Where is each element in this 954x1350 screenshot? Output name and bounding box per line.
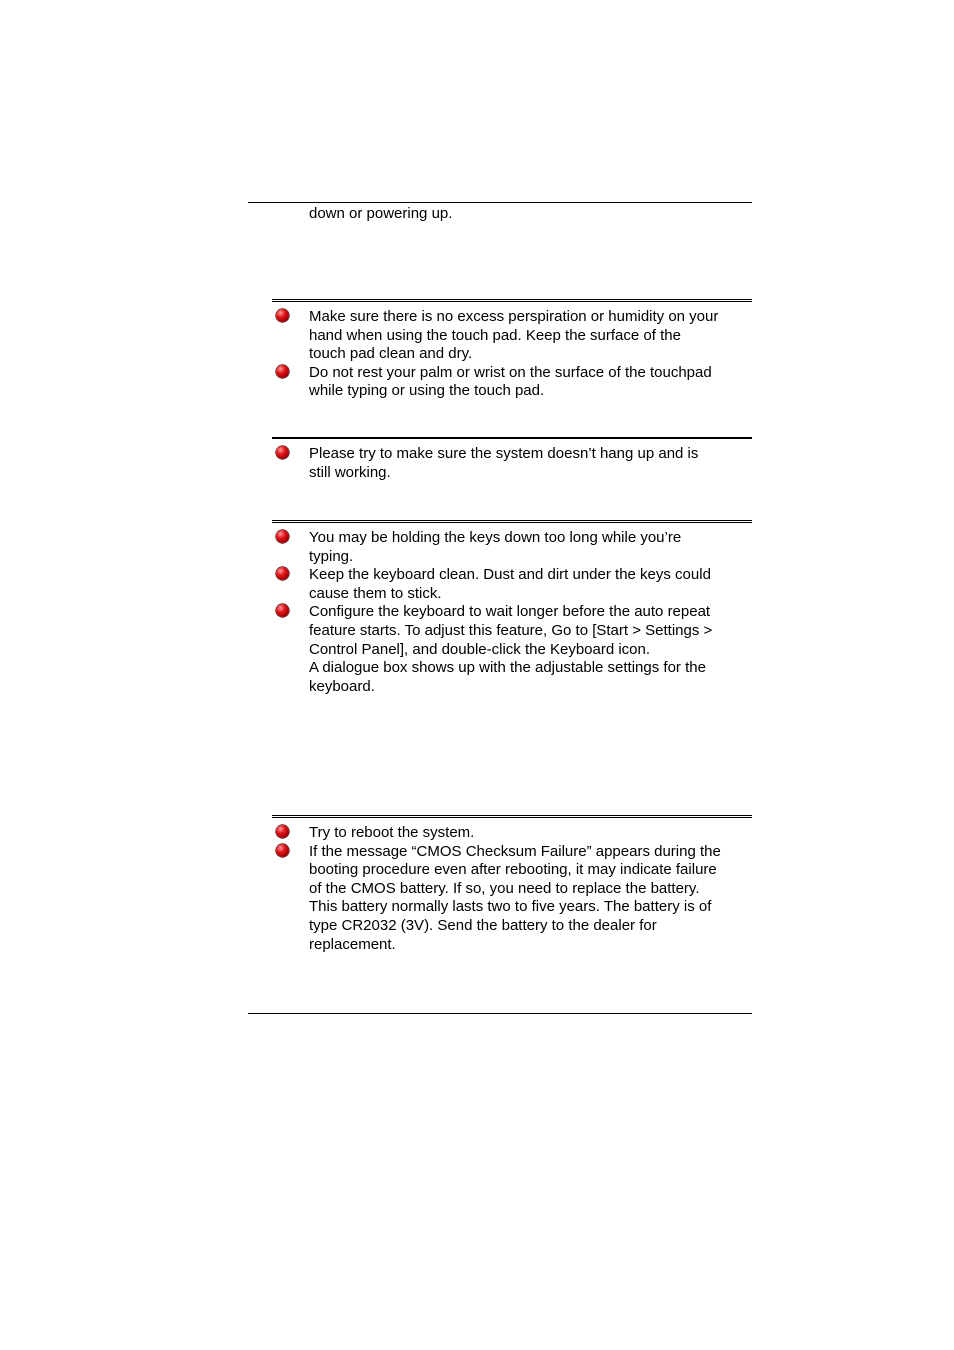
section-divider (272, 299, 752, 302)
bullet-list (272, 308, 752, 401)
bullet-text-line: Please try to make sure the system doesn’t hang up and is (309, 445, 699, 462)
bullet-text-line: This battery normally lasts two to five years. The battery is of (309, 898, 712, 916)
touchpad-tips-section (272, 299, 752, 401)
section-divider (272, 520, 752, 523)
bullet-text-line: Make sure there is no excess perspiration or humidity on your (309, 308, 719, 325)
bullet-text-line: A dialogue box shows up with the adjustable settings for the (309, 659, 706, 677)
bullet-text-line: feature starts. To adjust this feature, Go to [Start > Settings > (309, 621, 713, 639)
list-item (272, 843, 752, 955)
bullet-list (272, 529, 752, 696)
system-hang-section (272, 437, 752, 482)
bullet-text-line: touch pad clean and dry. (309, 345, 473, 363)
bullet-list (272, 445, 752, 482)
list-item (272, 445, 752, 482)
section-divider (272, 815, 752, 818)
footer-rule (248, 1013, 752, 1014)
red-ball-bullet-icon (276, 567, 289, 580)
list-item (272, 529, 752, 566)
header-rule (248, 202, 752, 203)
bullet-text-line: hand when using the touch pad. Keep the surface of the (309, 326, 681, 344)
red-ball-bullet-icon (276, 825, 289, 838)
bullet-text-line: Do not rest your palm or wrist on the surface of the touchpad (309, 363, 712, 381)
bullet-list (272, 824, 752, 954)
bullet-text-line: type CR2032 (3V). Send the battery to the dealer for (309, 916, 657, 934)
list-item (272, 364, 752, 401)
bullet-text-line: while typing or using the touch pad. (309, 382, 545, 400)
bullet-text-line: You may be holding the keys down too long while you’re (309, 529, 682, 546)
bullet-text-line: typing. (309, 547, 354, 565)
bullet-text-line: booting procedure even after rebooting, it may indicate failure (309, 861, 717, 879)
list-item (272, 824, 752, 843)
red-ball-bullet-icon (276, 365, 289, 378)
continuation-text: down or powering up. (309, 205, 453, 222)
keyboard-repeat-section (272, 520, 752, 696)
bullet-text-line: Configure the keyboard to wait longer before the auto repeat (309, 603, 711, 621)
bullet-text-line: Keep the keyboard clean. Dust and dirt under the keys could (309, 566, 711, 584)
bullet-text-line: Control Panel], and double-click the Keyboard icon. (309, 640, 651, 658)
list-item (272, 603, 752, 696)
red-ball-bullet-icon (276, 604, 289, 617)
red-ball-bullet-icon (276, 309, 289, 322)
list-item (272, 308, 752, 364)
bullet-text-line: If the message “CMOS Checksum Failure” appears during the (309, 842, 721, 860)
red-ball-bullet-icon (276, 446, 289, 459)
red-ball-bullet-icon (276, 530, 289, 543)
bullet-text-line: still working. (309, 463, 391, 481)
bullet-text-line: of the CMOS battery. If so, you need to replace the battery. (309, 879, 700, 897)
bullet-text-line: replacement. (309, 935, 396, 953)
bullet-text-line: cause them to stick. (309, 584, 442, 602)
bullet-text-line: keyboard. (309, 677, 375, 695)
section-divider (272, 437, 752, 439)
red-ball-bullet-icon (276, 844, 289, 857)
list-item (272, 566, 752, 603)
cmos-battery-section (272, 815, 752, 954)
bullet-text-line: Try to reboot the system. (309, 824, 475, 841)
